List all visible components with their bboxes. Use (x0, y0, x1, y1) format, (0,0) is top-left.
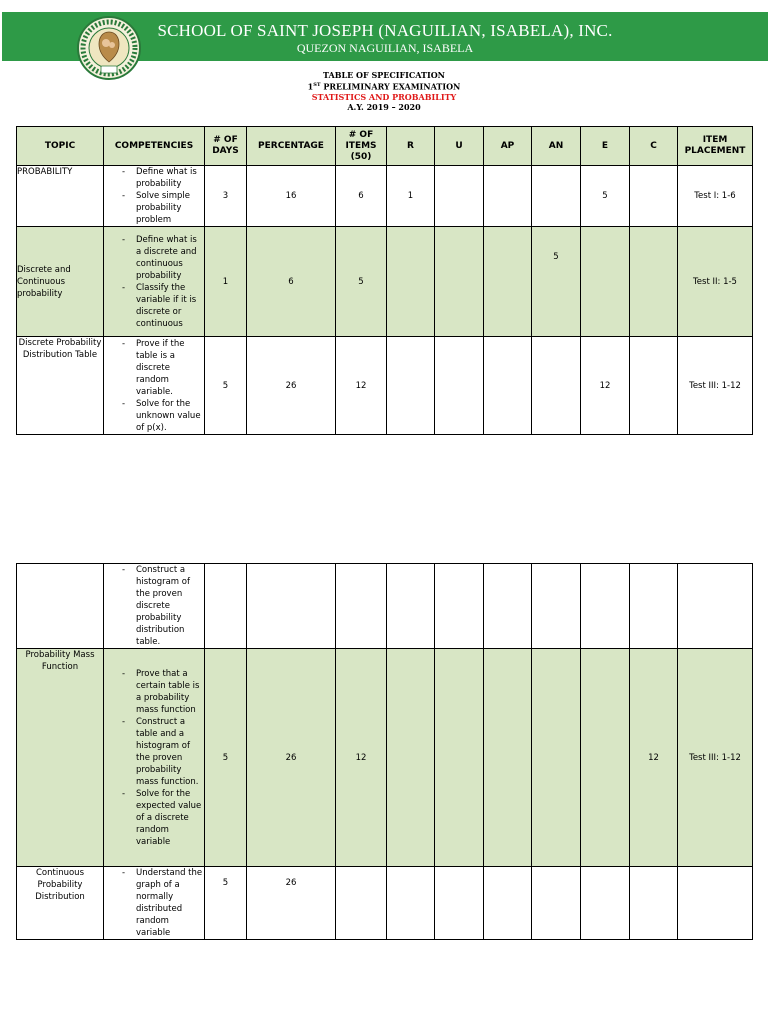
header-u: U (435, 127, 484, 166)
competencies-cell (104, 867, 205, 940)
r-cell (387, 867, 435, 940)
percentage-cell: 26 (247, 649, 336, 867)
percentage-cell: 16 (247, 166, 336, 227)
topic-cell: PROBABILITY (17, 166, 104, 227)
u-cell (435, 166, 484, 227)
header-percentage: PERCENTAGE (247, 127, 336, 166)
an-cell: 5 (532, 227, 581, 337)
competencies-cell (104, 564, 205, 649)
r-cell: 1 (387, 166, 435, 227)
an-cell (532, 166, 581, 227)
u-cell (435, 227, 484, 337)
competency-item: - Define what is probability (122, 166, 204, 190)
days-cell: 5 (205, 337, 247, 435)
competencies-cell (104, 337, 205, 435)
header-item-placement: ITEM PLACEMENT (678, 127, 753, 166)
ap-cell (484, 227, 532, 337)
header-topic: TOPIC (17, 127, 104, 166)
subject-name: STATISTICS AND PROBABILITY (311, 91, 457, 102)
table-row (17, 166, 753, 227)
table-row (17, 564, 753, 649)
c-cell (630, 867, 678, 940)
r-cell (387, 337, 435, 435)
specification-table-page1 (16, 126, 753, 435)
items-cell (336, 564, 387, 649)
header-c: C (630, 127, 678, 166)
topic-cell (17, 564, 104, 649)
placement-cell: Test II: 1-5 (678, 227, 753, 337)
e-cell (581, 564, 630, 649)
header-e: E (581, 127, 630, 166)
table-header-row (17, 127, 753, 166)
c-cell (630, 166, 678, 227)
competencies-cell (104, 166, 205, 227)
an-cell (532, 867, 581, 940)
r-cell (387, 649, 435, 867)
table-row (17, 337, 753, 435)
document-heading (0, 70, 768, 112)
e-cell: 5 (581, 166, 630, 227)
e-cell (581, 867, 630, 940)
competency-item: - Solve simple probability problem (122, 190, 204, 226)
c-cell (630, 564, 678, 649)
competency-item: - Classify the variable if it is discrete or continuous (122, 282, 204, 330)
exam-name (0, 80, 768, 92)
u-cell (435, 337, 484, 435)
items-cell: 6 (336, 166, 387, 227)
topic-cell: Continuous Probability Distribution (17, 867, 104, 940)
an-cell (532, 337, 581, 435)
items-cell: 12 (336, 649, 387, 867)
an-cell (532, 649, 581, 867)
header-r: R (387, 127, 435, 166)
doc-title: TABLE OF SPECIFICATION (323, 70, 445, 80)
competency-item: - Define what is a discrete and continuous probability (122, 234, 204, 282)
school-name: SCHOOL OF SAINT JOSEPH (NAGUILIAN, ISABELA), INC. (157, 21, 613, 40)
percentage-cell (247, 564, 336, 649)
exam-ordinal: ST (313, 82, 321, 88)
competencies-cell (104, 649, 205, 867)
header-items: # OF ITEMS (50) (336, 127, 387, 166)
percentage-cell: 6 (247, 227, 336, 337)
header-days: # OF DAYS (205, 127, 247, 166)
competency-item: - Construct a table and a histogram of the proven probability mass function. (122, 716, 204, 788)
days-cell: 1 (205, 227, 247, 337)
topic-cell: Discrete Probability Distribution Table (17, 337, 104, 435)
topic-cell: Probability Mass Function (17, 649, 104, 867)
r-cell (387, 564, 435, 649)
e-cell: 12 (581, 337, 630, 435)
ap-cell (484, 166, 532, 227)
u-cell (435, 649, 484, 867)
school-address: QUEZON NAGUILIAN, ISABELA (296, 41, 474, 55)
days-cell: 3 (205, 166, 247, 227)
header-competencies: COMPETENCIES (104, 127, 205, 166)
table-row (17, 649, 753, 867)
header-an: AN (532, 127, 581, 166)
items-cell: 5 (336, 227, 387, 337)
c-cell (630, 227, 678, 337)
percentage-cell: 26 (247, 337, 336, 435)
percentage-cell: 26 (247, 867, 336, 940)
competencies-cell (104, 227, 205, 337)
ap-cell (484, 649, 532, 867)
competency-item: - Understand the graph of a normally distributed random variable (122, 867, 204, 939)
u-cell (435, 867, 484, 940)
table-row (17, 227, 753, 337)
c-cell (630, 337, 678, 435)
competency-item: - Prove if the table is a discrete random variable. (122, 338, 204, 398)
an-cell (532, 564, 581, 649)
ap-cell (484, 337, 532, 435)
table-row (17, 867, 753, 940)
competency-item: - Solve for the unknown value of p(x). (122, 398, 204, 434)
exam-label: PRELIMINARY EXAMINATION (320, 81, 461, 92)
competency-item: - Prove that a certain table is a probability mass function (122, 668, 204, 716)
c-cell: 12 (630, 649, 678, 867)
competency-item: - Construct a histogram of the proven discrete probability distribution table. (122, 564, 204, 648)
ap-cell (484, 867, 532, 940)
placement-cell: Test III: 1-12 (678, 337, 753, 435)
r-cell (387, 227, 435, 337)
topic-cell: Discrete and Continuous probability (17, 227, 104, 337)
e-cell (581, 649, 630, 867)
placement-cell (678, 564, 753, 649)
specification-table-page2 (16, 563, 753, 940)
days-cell (205, 564, 247, 649)
exam-number: 1 (307, 81, 314, 92)
placement-cell (678, 867, 753, 940)
placement-cell: Test I: 1-6 (678, 166, 753, 227)
e-cell (581, 227, 630, 337)
items-cell: 12 (336, 337, 387, 435)
days-cell: 5 (205, 649, 247, 867)
u-cell (435, 564, 484, 649)
header-ap: AP (484, 127, 532, 166)
competency-item: - Solve for the expected value of a discrete random variable (122, 788, 204, 848)
items-cell (336, 867, 387, 940)
academic-year: A.Y. 2019 – 2020 (347, 101, 421, 112)
placement-cell: Test III: 1-12 (678, 649, 753, 867)
ap-cell (484, 564, 532, 649)
days-cell: 5 (205, 867, 247, 940)
